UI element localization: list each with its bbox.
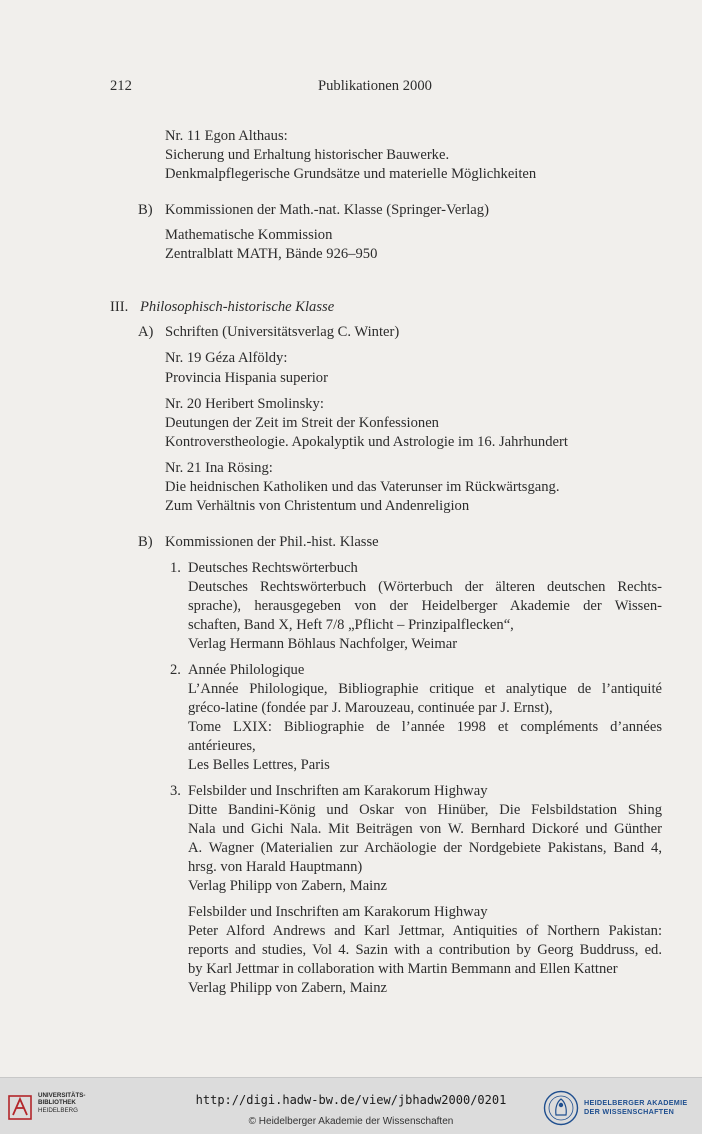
nr19-line1: Provincia Hispania superior (165, 370, 328, 386)
nr11-line2: Denkmalpflegerische Grundsätze und materielle Möglichkeiten (165, 166, 537, 182)
item1-line3: schaften, Band X, Heft 7/8 „Pflicht – Prinzipalflecken“, (188, 617, 514, 633)
nr11-title: Nr. 11 Egon Althaus: (165, 128, 288, 144)
item1-line2: sprache), herausgegeben von der Heidelberger Akademie der Wissen- (188, 598, 662, 614)
item1-title: Deutsches Rechtswörterbuch (188, 560, 358, 576)
item1-line1: Deutsches Rechtswörterbuch (Wörterbuch der älteren deutschen Rechts- (188, 579, 662, 595)
b-math-line2: Zentralblatt MATH, Bände 926–950 (165, 246, 378, 262)
copyright-text: © Heidelberger Akademie der Wissenschaften (248, 1116, 454, 1127)
academy-seal-icon (543, 1090, 579, 1126)
item2-line3: Tome LXIX: Bibliographie de l’année 1998 et compléments d’années (188, 719, 662, 735)
item3-line1: Ditte Bandini-König und Oskar von Hinüber, Die Felsbildstation Shing (188, 802, 662, 818)
item3-title2: Felsbilder und Inschriften am Karakorum Highway (188, 904, 488, 920)
item2-line4: antérieures, (188, 738, 256, 754)
b-phil-heading: Kommissionen der Phil.-hist. Klasse (165, 534, 379, 550)
item3-title: Felsbilder und Inschriften am Karakorum Highway (188, 783, 488, 799)
item2-line5: Les Belles Lettres, Paris (188, 757, 330, 773)
item3-line6: Peter Alford Andrews and Karl Jettmar, Antiquities of Northern Pakistan: (188, 923, 662, 939)
item2-line2: gréco-latine (fondée par J. Marouzeau, continuée par J. Ernst), (188, 700, 553, 716)
item3-line2: Nala und Gichi Nala. Mit Beiträgen von W. Bernhard Dickoré und Günther (188, 821, 662, 837)
item3-line5: Verlag Philipp von Zabern, Mainz (188, 878, 387, 894)
item2-title: Année Philologique (188, 662, 305, 678)
a-schriften-heading: Schriften (Universitätsverlag C. Winter) (165, 324, 400, 340)
nr21-line1: Die heidnischen Katholiken und das Vaterunser im Rückwärtsgang. (165, 479, 560, 495)
item3-number: 3. (170, 783, 181, 799)
page-number: 212 (110, 78, 132, 94)
item2-line1: L’Année Philologique, Bibliographie critique et analytique de l’antiquité (188, 681, 662, 697)
b-phil-label: B) (138, 534, 153, 550)
item3-line7: reports and studies, Vol 4. Sazin with a contribution by Georg Buddruss, ed. (188, 942, 662, 958)
item1-number: 1. (170, 560, 181, 576)
permalink-url[interactable]: http://digi.hadw-bw.de/view/jbhadw2000/0201 (195, 1093, 507, 1107)
b-math-label: B) (138, 202, 153, 218)
nr20-line1: Deutungen der Zeit im Streit der Konfessionen (165, 415, 439, 431)
academy-line2: DER WISSENSCHAFTEN (584, 1107, 675, 1116)
nr19-title: Nr. 19 Géza Alföldy: (165, 350, 288, 366)
library-line3: HEIDELBERG (38, 1106, 78, 1114)
running-title: Publikationen 2000 (318, 78, 432, 94)
item3-line9: Verlag Philipp von Zabern, Mainz (188, 980, 387, 996)
a-schriften-label: A) (138, 324, 154, 340)
item3-line4: hrsg. von Harald Hauptmann) (188, 859, 363, 875)
item1-line4: Verlag Hermann Böhlaus Nachfolger, Weimar (188, 636, 458, 652)
item3-line3: A. Wagner (Materialien zur Archäologie der Nordgebiete Pakistans, Band 4, (188, 840, 662, 856)
item2-number: 2. (170, 662, 181, 678)
library-line1: UNIVERSITÄTS- (38, 1092, 86, 1099)
nr20-title: Nr. 20 Heribert Smolinsky: (165, 396, 324, 412)
b-math-heading: Kommissionen der Math.-nat. Klasse (Springer-Verlag) (165, 202, 489, 218)
b-math-line1: Mathematische Kommission (165, 227, 333, 243)
nr20-line2: Kontroverstheologie. Apokalyptik und Astrologie im 16. Jahrhundert (165, 434, 568, 450)
nr11-line1: Sicherung und Erhaltung historischer Bauwerke. (165, 147, 450, 163)
section-iii-heading: Philosophisch-historische Klasse (140, 299, 335, 315)
item3-line8: by Karl Jettmar in collaboration with Martin Bemmann and Ellen Kattner (188, 961, 618, 977)
academy-line1: HEIDELBERGER AKADEMIE (584, 1098, 688, 1107)
nr21-line2: Zum Verhältnis von Christentum und Andenreligion (165, 498, 470, 514)
library-line2: BIBLIOTHEK (38, 1099, 76, 1107)
section-iii-label: III. (110, 299, 129, 315)
academy-name (584, 1098, 687, 1116)
nr21-title: Nr. 21 Ina Rösing: (165, 460, 273, 476)
